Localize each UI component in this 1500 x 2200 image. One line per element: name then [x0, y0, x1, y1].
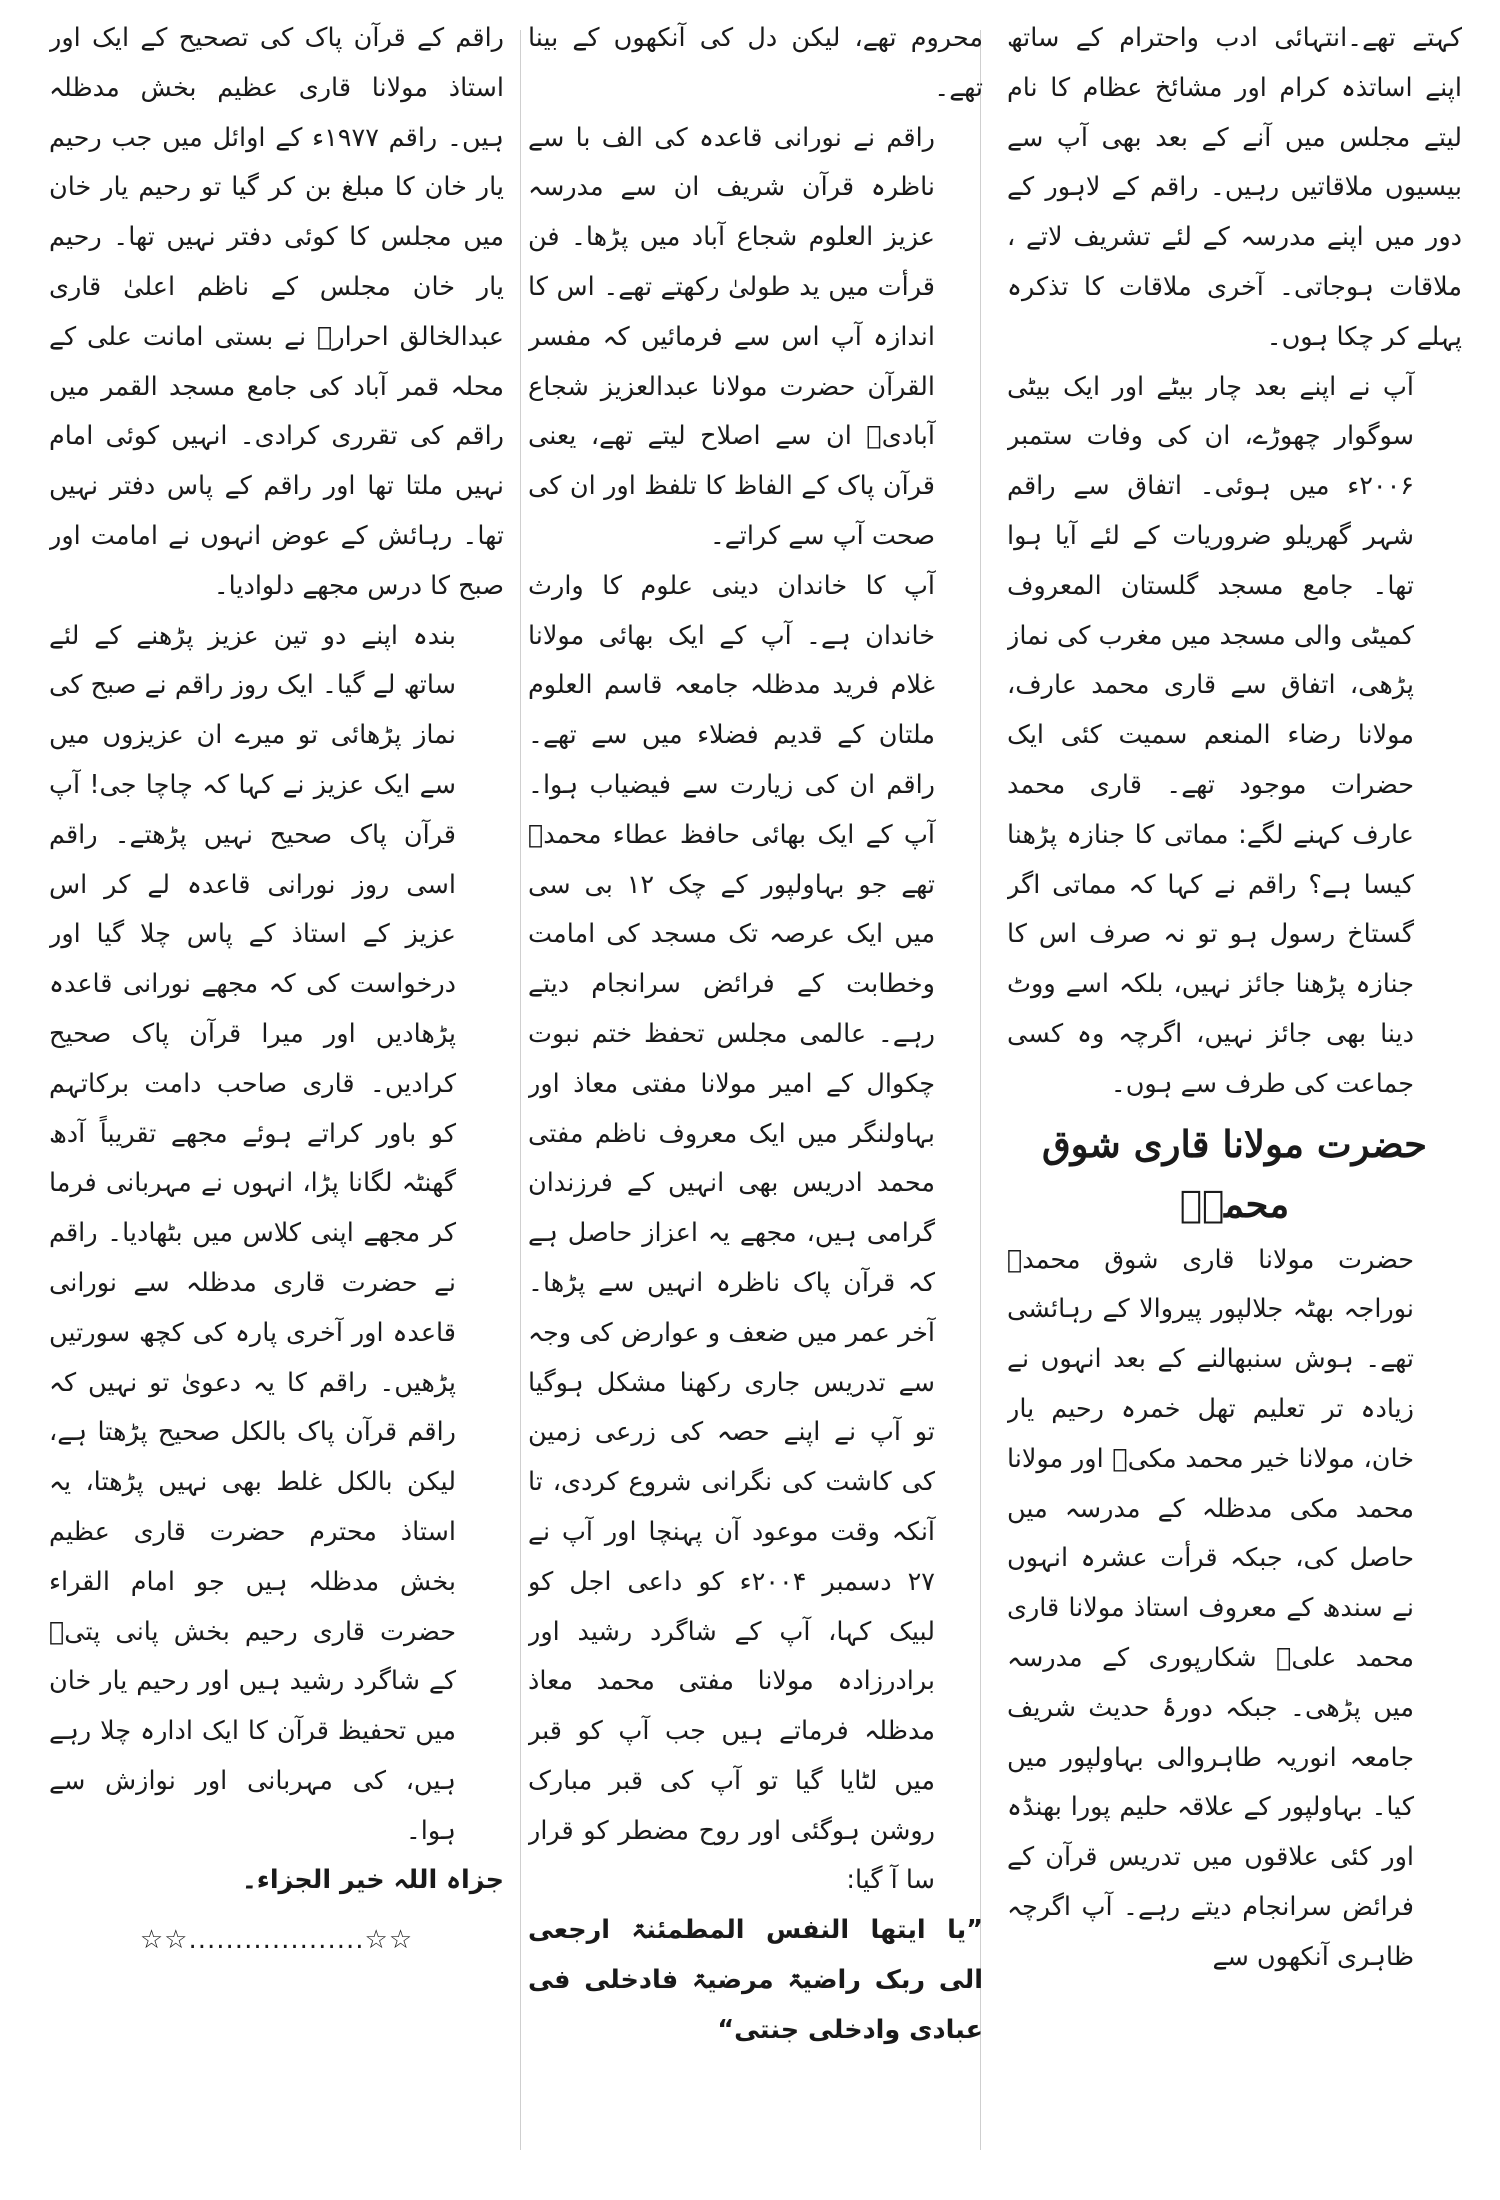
end-ornament: ☆☆...................☆☆: [139, 1925, 414, 1956]
column-middle: [528, 14, 983, 2186]
paragraph: آپ کا خاندان دینی علوم کا وارث خاندان ہے۔ آپ کے ایک بھائی مولانا غلام فرید مدظلہ جامعہ قاسم العلوم ملتان کے قدیم فضلاء میں سے تھے۔ راقم ان کی زیارت سے فیضیاب ہوا۔ آپ کے ایک بھائی حافظ عطاء محمدؒ تھے جو بہاولپور کے چک ۱۲ بی سی میں ایک عرصہ تک مسجد کی امامت وخطابت کے فرائض سرانجام دیتے رہے۔ عالمی مجلس تحفظ ختم نبوت چکوال کے امیر مولانا مفتی معاذ اور بہاولنگر میں ایک معروف ناظم مفتی محمد ادریس بھی انہیں کے فرزندان گرامی ہیں، مجھے یہ اعزاز حاصل ہے کہ قرآن پاک ناظرہ انہیں سے پڑھا۔ آخر عمر میں ضعف و عوارض کی وجہ سے تدریس جاری رکھنا مشکل ہوگیا تو آپ نے اپنے حصہ کی زرعی زمین کی کاشت کی نگرانی شروع کردی، تا آنکہ وقت موعود آن پہنچا اور آپ نے ۲۷ دسمبر ۲۰۰۴ء کو داعی اجل کو لبیک کہا، آپ کے شاگرد رشید اور برادرزادہ مولانا مفتی محمد معاذ مدظلہ فرماتے ہیں جب آپ کو قبر میں لٹایا گیا تو آپ کی قبر مبارک روشن ہوگئی اور روح مضطر کو قرار سا آ گیا:: [528, 570, 936, 1896]
column-right: [1007, 14, 1462, 2186]
paragraph: آپ نے اپنے بعد چار بیٹے اور ایک بیٹی سوگوار چھوڑے، ان کی وفات ستمبر ۲۰۰۶ء میں ہوئی۔ اتفاق سے راقم شہر گھریلو ضروریات کے لئے آیا ہوا تھا۔ جامع مسجد گلستان المعروف کمیٹی والی مسجد میں مغرب کی نماز پڑھی، اتفاق سے قاری محمد عارف، مولانا رضاء المنعم سمیت کئی ایک حضرات موجود تھے۔ قاری محمد عارف کہنے لگے: مماتی کا جنازہ پڑھنا کیسا ہے؟ راقم نے کہا کہ مماتی اگر گستاخ رسول ہو تو نہ صرف اس کا جنازہ پڑھنا جائز نہیں، بلکہ اسے ووٹ دینا بھی جائز نہیں، اگرچہ وہ کسی جماعت کی طرف سے ہوں۔: [1007, 371, 1414, 1099]
quran-quote: ”یا ایتھا النفس المطمئنۃ ارجعی الی ربک راضیۃ مرضیۃ فادخلی فی عبادی وادخلی جنتی“: [528, 1915, 983, 2045]
paragraph: راقم کے قرآن پاک کی تصحیح کے ایک اور استاذ مولانا قاری عظیم بخش مدظلہ ہیں۔ راقم ۱۹۷۷ء کے اوائل میں جب رحیم یار خان کا مبلغ بن کر گیا تو رحیم یار خان میں مجلس کا کوئی دفتر نہیں تھا۔ رحیم یار خان مجلس کے ناظم اعلیٰ قاری عبدالخالق احرارؒ نے بستی امانت علی کے محلہ قمر آباد کی جامع مسجد القمر میں راقم کی تقرری کرادی۔ انہیں کوئی امام نہیں ملتا تھا اور راقم کے پاس دفتر نہیں تھا۔ رہائش کے عوض انہوں نے امامت اور صبح کا درس مجھے دلوادیا۔: [49, 23, 504, 601]
paragraph: محروم تھے، لیکن دل کی آنکھوں کے بینا تھے۔: [528, 23, 983, 103]
closing-prayer: جزاہ اللہ خیر الجزاء۔: [241, 1865, 504, 1896]
paragraph: حضرت مولانا قاری شوق محمدؒ نوراجہ بھٹہ جلالپور پیروالا کے رہائشی تھے۔ ہوش سنبھالنے کے بعد انہوں نے زیادہ تر تعلیم تھل خمرہ رحیم یار خان، مولانا خیر محمد مکیؒ اور مولانا محمد مکی مدظلہ کے مدرسہ میں حاصل کی، جبکہ قرأت عشرہ انہوں نے سندھ کے معروف استاذ مولانا قاری محمد علیؒ شکارپوری کے مدرسہ میں پڑھی۔ جبکہ دورۂ حدیث شریف جامعہ انوریہ طاہروالی بہاولپور میں کیا۔ بہاولپور کے علاقہ حلیم پورا بھنڈہ اور کئی علاقوں میں تدریس قرآن کے فرائض سرانجام دیتے رہے۔ آپ اگرچہ ظاہری آنکھوں سے: [1007, 1244, 1414, 1972]
column-left: [49, 14, 504, 2186]
paragraph: کہتے تھے۔انتہائی ادب واحترام کے ساتھ اپنے اساتذہ کرام اور مشائخ عظام کا نام لیتے مجلس میں آنے کے بعد بھی آپ سے بیسیوں ملاقاتیں رہیں۔ راقم کے لاہور کے دور میں اپنے مدرسہ کے لئے تشریف لاتے ، ملاقات ہوجاتی۔ آخری ملاقات کا تذکرہ پہلے کر چکا ہوں۔: [1007, 23, 1462, 352]
paragraph: راقم نے نورانی قاعدہ کی الف با سے ناظرہ قرآن شریف ان سے مدرسہ عزیز العلوم شجاع آباد میں پڑھا۔ فن قرأت میں ید طولیٰ رکھتے تھے۔ اس کا اندازہ آپ اس سے فرمائیں کہ مفسر القرآن حضرت مولانا عبدالعزیز شجاع آبادیؒ ان سے اصلاح لیتے تھے، یعنی قرآن پاک کے الفاظ کا تلفظ اور ان کی صحت آپ سے کراتے۔: [528, 122, 935, 551]
paragraph: بندہ اپنے دو تین عزیز پڑھنے کے لئے ساتھ لے گیا۔ ایک روز راقم نے صبح کی نماز پڑھائی تو میرے ان عزیزوں میں سے ایک عزیز نے کہا کہ چاچا جی! آپ قرآن پاک صحیح نہیں پڑھتے۔ راقم اسی روز نورانی قاعدہ لے کر اس عزیز کے استاذ کے پاس چلا گیا اور درخواست کی کہ مجھے نورانی قاعدہ پڑھادیں اور میرا قرآن پاک صحیح کرادیں۔ قاری صاحب دامت برکاتہم کو باور کراتے ہوئے مجھے تقریباً آدھ گھنٹہ لگانا پڑا، انہوں نے مہربانی فرما کر مجھے اپنی کلاس میں بٹھادیا۔ راقم نے حضرت قاری مدظلہ سے نورانی قاعدہ اور آخری پارہ کی کچھ سورتیں پڑھیں۔ راقم کا یہ دعویٰ تو نہیں کہ راقم قرآن پاک بالکل صحیح پڑھتا ہے، لیکن بالکل غلط بھی نہیں پڑھتا، یہ استاذ محترم حضرت قاری عظیم بخش مدظلہ ہیں جو امام القراء حضرت قاری رحیم بخش پانی پتیؒ کے شاگرد رشید ہیں اور رحیم یار خان میں تحفیظ قرآن کا ایک ادارہ چلا رہے ہیں، کی مہربانی اور نوازش سے ہوا۔: [49, 620, 456, 1846]
section-heading: حضرت مولانا قاری شوق محمدؒ: [1041, 1121, 1428, 1226]
newspaper-page: [38, 14, 1462, 2186]
